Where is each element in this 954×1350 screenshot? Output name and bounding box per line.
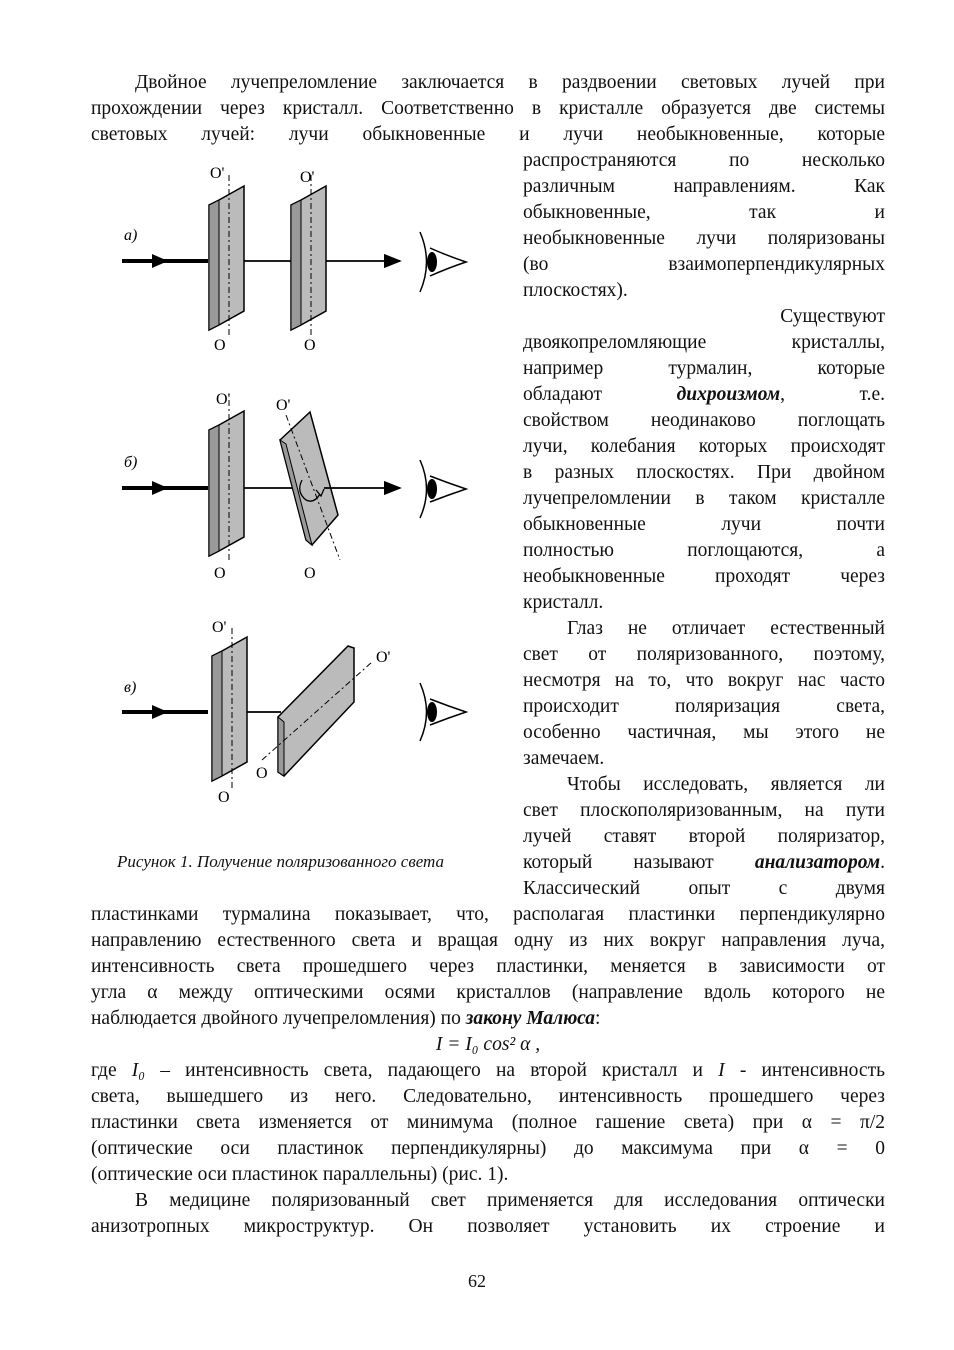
svg-text:O: O bbox=[218, 789, 230, 806]
svg-text:O: O bbox=[304, 337, 316, 354]
text-line: свет плоскополяризованным, на пути bbox=[523, 800, 885, 821]
text-line: несмотря на то, что вокруг нас часто bbox=[523, 670, 885, 691]
text-line: (оптические оси пластинок перпендикулярны) до максимума при α = 0 bbox=[91, 1138, 885, 1159]
analyzer-plate-rotated bbox=[280, 412, 338, 545]
text-line: анизотропных микроструктур. Он позволяет установить их строение и bbox=[91, 1216, 885, 1237]
text-line: особенно частичная, мы этого не bbox=[523, 722, 885, 743]
polarizer-plate bbox=[209, 411, 244, 556]
svg-text:O': O' bbox=[212, 619, 227, 636]
text-line: различным направлениям. Как bbox=[523, 176, 885, 197]
svg-text:O: O bbox=[256, 765, 268, 782]
formula-malus: I = I₀ cos² α , bbox=[435, 1034, 541, 1055]
text-line: обыкновенные, так и bbox=[523, 202, 885, 223]
text-line: В медицине поляризованный свет применяется для исследования оптически bbox=[135, 1190, 885, 1211]
text-line: Двойное лучепреломление заключается в раздвоении световых лучей при bbox=[135, 72, 885, 93]
text-line: пластинки света изменяется от минимума (полное гашение света) при α = π/2 bbox=[91, 1112, 885, 1133]
text-line: необыкновенные лучи поляризованы bbox=[523, 228, 885, 249]
text-line: лучей ставят второй поляризатор, bbox=[523, 826, 885, 847]
text-line: Существуют bbox=[780, 306, 885, 327]
text-line: кристалл. bbox=[523, 592, 604, 613]
text-line: световых лучей: лучи обыкновенные и лучи необыкновенные, которые bbox=[91, 124, 885, 145]
text-line: обыкновенные лучи почти bbox=[523, 514, 885, 535]
label-a: а) bbox=[124, 227, 138, 244]
polarizer-plate bbox=[212, 637, 247, 781]
figure-caption: Рисунок 1. Получение поляризованного света bbox=[117, 852, 445, 871]
svg-text:O': O' bbox=[210, 165, 225, 182]
svg-text:O': O' bbox=[276, 397, 291, 414]
text-line: наблюдается двойного лучепреломления) по закону Малюса: bbox=[91, 1008, 601, 1029]
text-line: (оптические оси пластинок параллельны) (рис. 1). bbox=[91, 1164, 509, 1185]
term-analyzer: анализатором bbox=[754, 852, 881, 873]
analyzer-plate bbox=[291, 186, 326, 330]
svg-text:O: O bbox=[304, 565, 316, 582]
svg-text:O': O' bbox=[376, 649, 391, 666]
text-line: Классический опыт с двумя bbox=[523, 878, 885, 899]
label-b: б) bbox=[124, 454, 138, 471]
svg-text:O': O' bbox=[300, 169, 315, 186]
text-line: необыкновенные проходят через bbox=[523, 566, 885, 587]
term-dichroism: дихроизмом bbox=[676, 384, 781, 405]
text-line: например турмалин, которые bbox=[523, 358, 885, 379]
label-v: в) bbox=[124, 679, 137, 696]
svg-text:O': O' bbox=[216, 391, 231, 408]
eye-icon bbox=[420, 232, 466, 292]
text-line: полностью поглощаются, а bbox=[523, 540, 885, 561]
text-line: направлению естественного света и вращая одну из них вокруг направления луча, bbox=[91, 930, 885, 951]
text-line: обладают дихроизмом, т.е. bbox=[523, 384, 885, 405]
svg-text:O: O bbox=[214, 565, 226, 582]
eye-icon bbox=[420, 460, 466, 518]
text-line: плоскостях). bbox=[523, 280, 628, 301]
text-line: происходит поляризация света, bbox=[523, 696, 885, 717]
svg-text:O: O bbox=[214, 337, 226, 354]
text-line: который называют анализатором. bbox=[523, 852, 885, 873]
eye-icon bbox=[420, 683, 466, 741]
text-line: лучи, колебания которых происходят bbox=[523, 436, 885, 457]
text-line: Глаз не отличает естественный bbox=[567, 618, 885, 639]
text-line: в разных плоскостях. При двойном bbox=[523, 462, 885, 483]
analyzer-plate-crossed bbox=[278, 646, 354, 776]
text-line: света, вышедшего из него. Следовательно, интенсивность прошедшего через bbox=[91, 1086, 885, 1107]
polarizer-plate bbox=[209, 186, 244, 330]
text-line: угла α между оптическими осями кристаллов (направление вдоль которого не bbox=[91, 982, 885, 1003]
text-line: Чтобы исследовать, является ли bbox=[567, 774, 885, 795]
polarization-figure bbox=[100, 150, 510, 840]
text-line: распространяются по несколько bbox=[523, 150, 885, 171]
text-line: двоякопреломляющие кристаллы, bbox=[523, 332, 885, 353]
text-line: интенсивность света прошедшего через пластинки, меняется в зависимости от bbox=[91, 956, 885, 977]
text-line: (во взаимоперпендикулярных bbox=[523, 254, 885, 275]
text-line: пластинками турмалина показывает, что, располагая пластинки перпендикулярно bbox=[91, 904, 885, 925]
page-number: 62 bbox=[468, 1271, 486, 1291]
text-line: лучепреломлении в таком кристалле bbox=[523, 488, 885, 509]
text-line: свет от поляризованного, поэтому, bbox=[523, 644, 885, 665]
text-line: свойством неодинаково поглощать bbox=[523, 410, 885, 431]
text-line: прохождении через кристалл. Соответственно в кристалле образуется две системы bbox=[91, 98, 885, 119]
text-line: замечаем. bbox=[523, 748, 605, 769]
text-line: где I₀ – интенсивность света, падающего на второй кристалл и I - интенсивность bbox=[91, 1060, 885, 1081]
term-malus-law: закону Малюса bbox=[465, 1008, 596, 1029]
